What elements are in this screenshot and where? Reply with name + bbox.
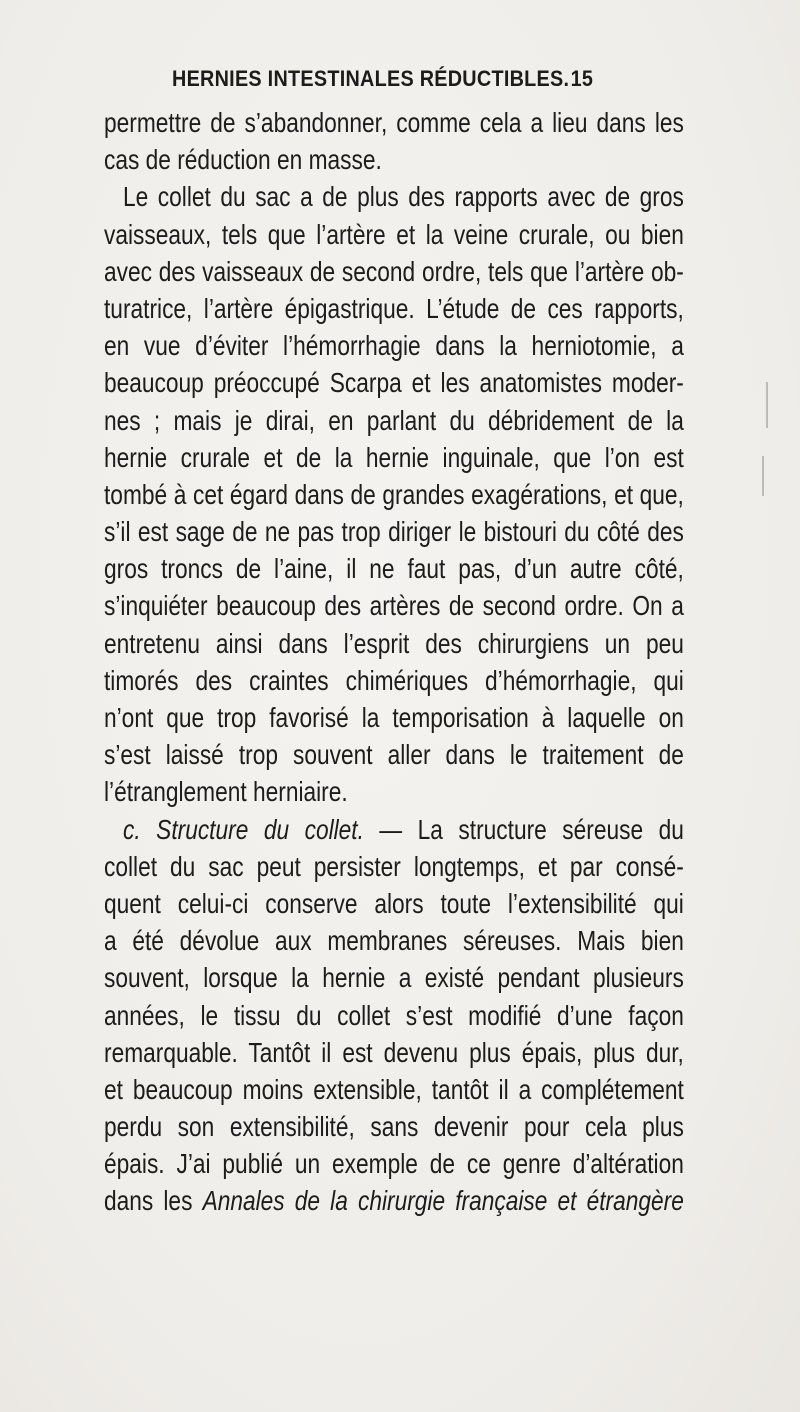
text-line: remarquable. Tantôt il est devenu plus épais, plus dur, — [104, 1036, 684, 1068]
text-line: s’est laissé trop souvent aller dans le traitement de — [104, 739, 684, 771]
text-line: perdu son extensibilité, sans devenir pour cela plus — [104, 1111, 684, 1143]
text-line: souvent, lorsque la hernie a existé pendant plusieurs — [104, 962, 684, 994]
text-line: n’ont que trop favorisé la temporisation à laquelle on — [104, 702, 684, 733]
text-line: turatrice, l’artère épigastrique. L’étude de ces rapports, — [104, 292, 684, 324]
text-line: tombé à cet égard dans de grandes exagérations, et que, — [104, 478, 684, 510]
text-line: cas de réduction en masse. — [104, 144, 382, 176]
text-line: a été dévolue aux membranes séreuses. Mais bien — [104, 925, 684, 957]
text-line: et beaucoup moins extensible, tantôt il a complétement — [104, 1073, 684, 1105]
final-text-line — [104, 1182, 684, 1219]
text-line: nes ; mais je dirai, en parlant du débridement de la — [104, 404, 684, 436]
section-lead-text: — La structure séreuse du — [363, 813, 684, 845]
text-line: beaucoup préoccupé Scarpa et les anatomistes moder- — [104, 367, 684, 399]
text-line: timorés des craintes chimériques d’hémorrhagie, qui — [104, 664, 684, 696]
journal-title: Annales de la chirurgie française et étrangère — [202, 1185, 684, 1217]
margin-pencil-mark — [766, 382, 768, 428]
text-line: en vue d’éviter l’hémorrhagie dans la herniotomie, a — [104, 330, 684, 362]
text-line: vaisseaux, tels que l’artère et la veine crurale, ou bien — [104, 218, 684, 250]
body-text — [104, 104, 800, 1220]
text-line: épais. J’ai publié un exemple de ce genre d’altération — [104, 1148, 684, 1180]
running-title: HERNIES INTESTINALES RÉDUCTIBLES. — [172, 66, 570, 91]
margin-pencil-mark — [762, 456, 764, 496]
text-line: avec des vaisseaux de second ordre, tels que l’artère ob- — [104, 255, 684, 287]
page-number: 15 — [570, 66, 594, 91]
text-line: entretenu ainsi dans l’esprit des chirurgiens un peu — [104, 627, 684, 659]
final-line-lead: dans les — [104, 1185, 203, 1217]
text-line: collet du sac peut persister longtemps, et par consé- — [104, 850, 684, 882]
text-line: l’étranglement herniaire. — [104, 776, 348, 808]
text-line: hernie crurale et de la hernie inguinale, que l’on est — [104, 441, 684, 473]
text-line: années, le tissu du collet s’est modifié d’une façon — [104, 999, 684, 1031]
text-line: permettre de s’abandonner, comme cela a lieu dans les — [104, 107, 684, 138]
text-line: quent celui-ci conserve alors toute l’extensibilité qui — [104, 887, 684, 919]
text-line: gros troncs de l’aine, il ne faut pas, d’un autre côté, — [104, 553, 684, 585]
text-line: s’il est sage de ne pas trop diriger le bistouri du côté des — [104, 516, 684, 548]
paragraph-start-line: Le collet du sac a de plus des rapports avec de gros — [122, 181, 684, 213]
text-line: s’inquiéter beaucoup des artères de second ordre. On a — [104, 590, 684, 622]
running-head — [172, 66, 594, 94]
section-label: c. Structure du collet. — [122, 813, 364, 845]
section-heading-line — [104, 811, 684, 848]
